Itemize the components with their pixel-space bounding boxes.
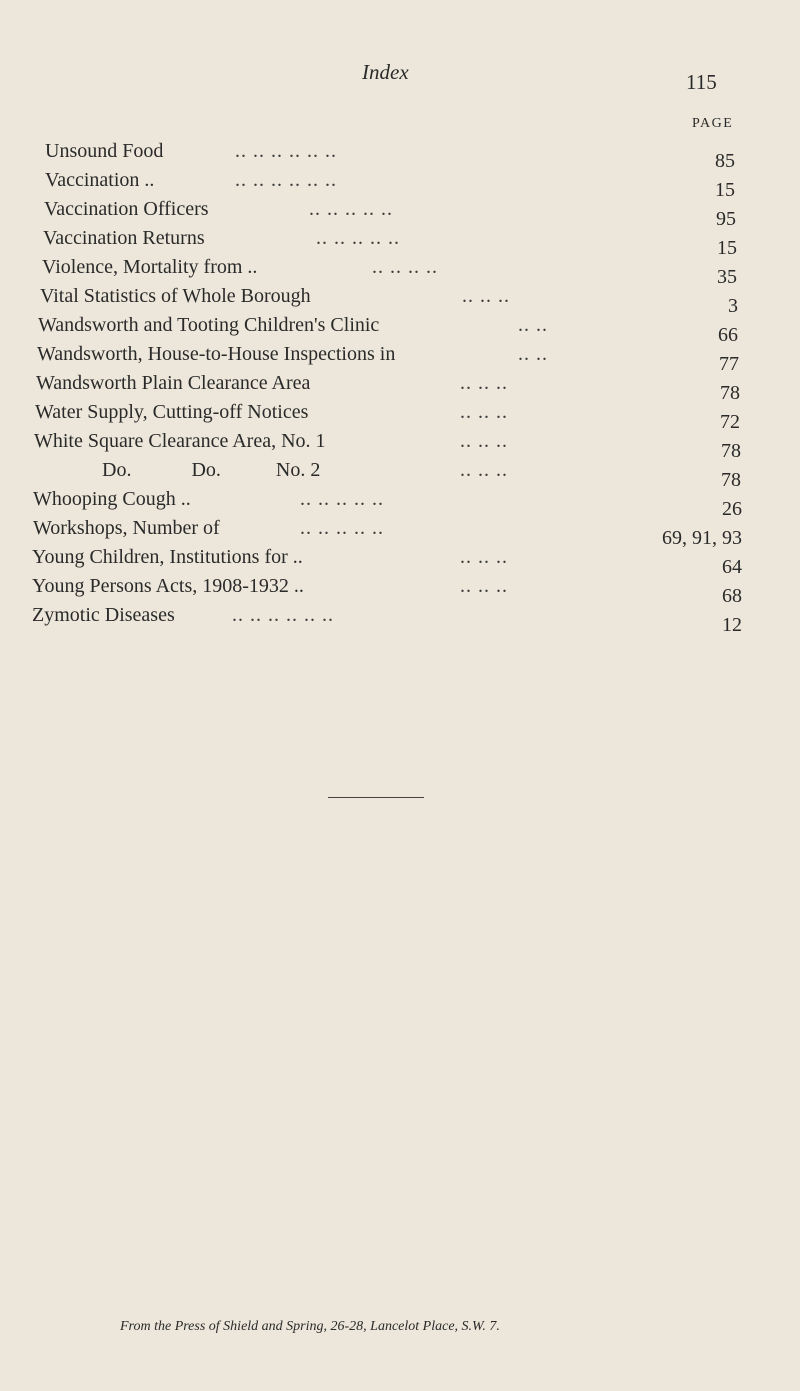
index-entry <box>32 546 745 578</box>
index-entry <box>45 169 745 201</box>
index-entry <box>34 430 745 462</box>
entry-pages: 35 <box>717 266 737 288</box>
entry-name: Wandsworth, House-to-House Inspections in <box>37 343 396 365</box>
entry-name: Vital Statistics of Whole Borough <box>40 285 311 307</box>
index-entry <box>33 517 745 549</box>
entry-name: Workshops, Number of <box>33 517 220 539</box>
dot-leader: .. .. .. .. .. <box>300 517 384 539</box>
index-entry <box>40 285 745 317</box>
dot-leader: .. .. .. <box>460 401 508 423</box>
entry-pages: 95 <box>716 208 736 230</box>
dot-leader: .. .. .. <box>462 285 510 307</box>
index-entry <box>33 488 745 520</box>
entry-pages: 78 <box>720 382 740 404</box>
index-entry <box>32 604 745 636</box>
index-entry <box>38 314 745 346</box>
index-entry <box>44 198 745 230</box>
entry-name: White Square Clearance Area, No. 1 <box>34 430 326 452</box>
dot-leader: .. .. .. <box>460 459 508 481</box>
entry-pages: 78 <box>721 469 741 491</box>
entry-name: Young Children, Institutions for .. <box>32 546 303 568</box>
entry-name: Wandsworth and Tooting Children's Clinic <box>38 314 380 336</box>
entry-name: Young Persons Acts, 1908-1932 .. <box>32 575 304 597</box>
entry-name: Vaccination Returns <box>43 227 205 249</box>
index-entry <box>32 575 745 607</box>
entry-name: Unsound Food <box>45 140 164 162</box>
entry-pages: 26 <box>722 498 742 520</box>
index-entry <box>45 140 745 172</box>
entry-name: Vaccination Officers <box>44 198 209 220</box>
entry-name: Do. Do. No. 2 <box>102 459 321 481</box>
entry-name: Zymotic Diseases <box>32 604 175 626</box>
entry-pages: 15 <box>715 179 735 201</box>
page-number: 115 <box>686 70 717 94</box>
index-entry <box>43 227 745 259</box>
entry-name: Wandsworth Plain Clearance Area <box>36 372 311 394</box>
dot-leader: .. .. .. <box>460 372 508 394</box>
index-entry <box>36 372 745 404</box>
entry-pages: 78 <box>721 440 741 462</box>
entry-pages: 72 <box>720 411 740 433</box>
index-entry <box>42 256 745 288</box>
entry-pages: 66 <box>718 324 738 346</box>
entry-name: Whooping Cough .. <box>33 488 191 510</box>
entry-pages: 85 <box>715 150 735 172</box>
dot-leader: .. .. .. .. .. <box>316 227 400 249</box>
dot-leader: .. .. .. .. .. .. <box>235 140 337 162</box>
dot-leader: .. .. .. .. .. .. <box>232 604 334 626</box>
section-divider <box>328 797 424 798</box>
dot-leader: .. .. .. .. <box>372 256 438 278</box>
dot-leader: .. .. .. <box>460 575 508 597</box>
index-heading: Index <box>362 60 409 84</box>
index-entry <box>34 459 745 491</box>
dot-leader: .. .. <box>518 343 548 365</box>
entry-pages: 77 <box>719 353 739 375</box>
dot-leader: .. .. <box>518 314 548 336</box>
entry-pages: 15 <box>717 237 737 259</box>
entry-pages: 3 <box>728 295 738 317</box>
entry-pages: 68 <box>722 585 742 607</box>
dot-leader: .. .. .. .. .. .. <box>235 169 337 191</box>
printer-imprint: From the Press of Shield and Spring, 26-28, Lancelot Place, S.W. 7. <box>120 1319 500 1334</box>
dot-leader: .. .. .. <box>460 430 508 452</box>
entry-pages: 69, 91, 93 <box>662 527 742 549</box>
index-entry <box>35 401 745 433</box>
entry-name: Vaccination .. <box>45 169 155 191</box>
index-entry <box>37 343 745 375</box>
dot-leader: .. .. .. <box>460 546 508 568</box>
entry-pages: 64 <box>722 556 742 578</box>
dot-leader: .. .. .. .. .. <box>300 488 384 510</box>
entry-name: Violence, Mortality from .. <box>42 256 258 278</box>
page-column-label: PAGE <box>692 116 734 131</box>
entry-pages: 12 <box>722 614 742 636</box>
dot-leader: .. .. .. .. .. <box>309 198 393 220</box>
entry-name: Water Supply, Cutting-off Notices <box>35 401 309 423</box>
